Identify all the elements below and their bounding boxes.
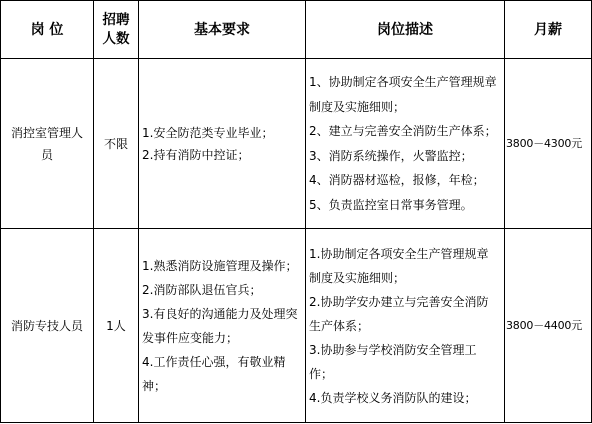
header-count-text: 招聘人数 xyxy=(102,11,130,47)
description-cell xyxy=(306,59,505,229)
description-item: 3、消防系统操作，火警监控； xyxy=(309,148,473,163)
description-item: 1、协助制定各项安全生产管理规章制度及实施细则； xyxy=(309,75,497,114)
description-item: 3.协助参与学校消防安全管理工作； xyxy=(309,342,477,381)
requirement-item: 2.持有消防中控证； xyxy=(142,147,250,162)
description-item: 2.协助学安办建立与完善安全消防生产体系； xyxy=(309,294,489,333)
requirement-item: 2.消防部队退伍官兵； xyxy=(142,282,262,297)
salary-cell: 3800－4300元 xyxy=(505,59,592,229)
requirement-item: 1.熟悉消防设施管理及操作； xyxy=(142,258,298,273)
description-item: 2、建立与完善安全消防生产体系； xyxy=(309,124,497,138)
header-salary: 月薪 xyxy=(505,1,592,59)
requirements-cell xyxy=(139,229,306,423)
header-description: 岗位描述 xyxy=(306,1,505,59)
header-row xyxy=(1,1,592,59)
description-cell xyxy=(306,229,505,423)
description-item: 5、负责监控室日常事务管理。 xyxy=(309,197,473,212)
header-count xyxy=(94,1,139,59)
requirement-item: 4.工作责任心强，有敬业精神； xyxy=(142,354,286,393)
table-row xyxy=(1,59,592,229)
requirements-cell xyxy=(139,59,306,229)
description-item: 4、消防器材巡检，报修，年检； xyxy=(309,173,485,187)
requirement-item: 3.有良好的沟通能力及处理突发事件应变能力； xyxy=(142,306,298,345)
position-cell: 消控室管理人员 xyxy=(1,59,94,229)
salary-cell: 3800－4400元 xyxy=(505,229,592,423)
count-cell: 不限 xyxy=(94,59,139,229)
description-item: 1.协助制定各项安全生产管理规章制度及实施细则； xyxy=(309,246,489,285)
requirement-item: 1.安全防范类专业毕业； xyxy=(142,125,274,140)
table-row xyxy=(1,229,592,423)
count-cell: 1人 xyxy=(94,229,139,423)
description-item: 4.负责学校义务消防队的建设； xyxy=(309,390,477,405)
header-requirements: 基本要求 xyxy=(139,1,306,59)
header-position: 岗 位 xyxy=(1,1,94,59)
position-cell: 消防专技人员 xyxy=(1,229,94,423)
